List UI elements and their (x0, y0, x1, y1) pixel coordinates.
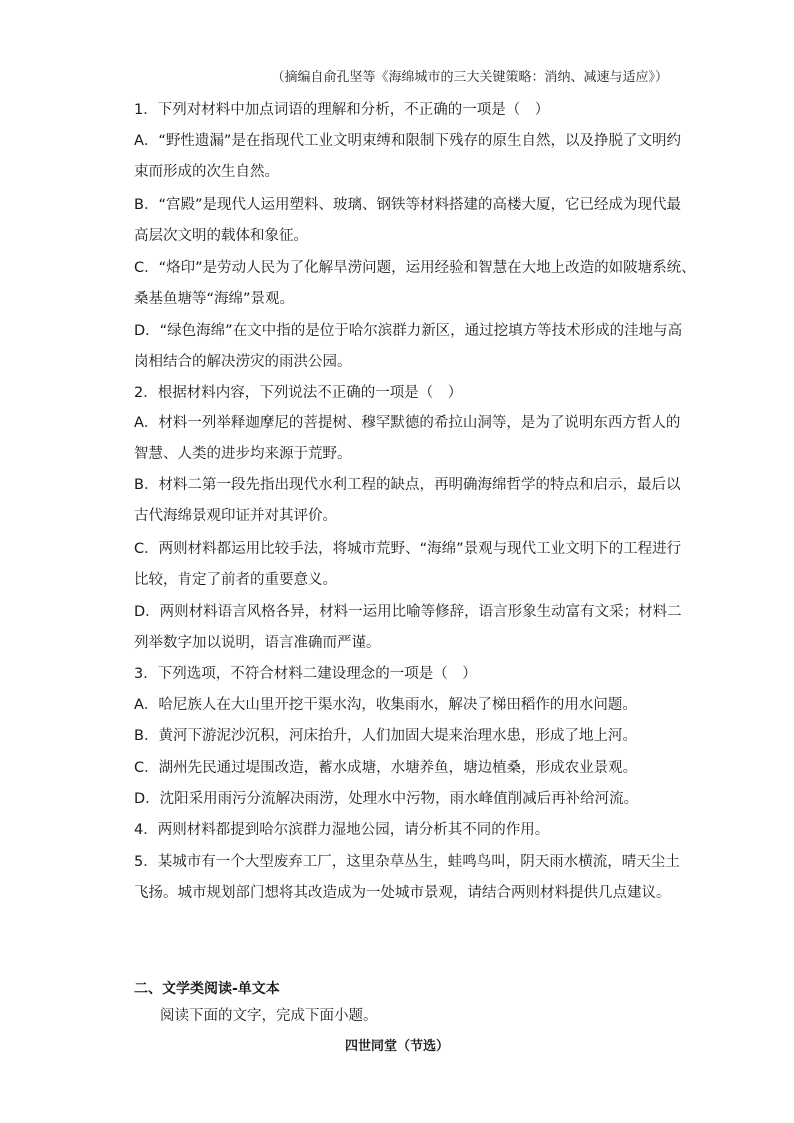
question-4-stem: 4．两则材料都提到哈尔滨群力湿地公园，请分析其不同的作用。 (134, 822, 550, 838)
reading-instruction: 阅读下面的文字，完成下面小题。 (160, 1008, 378, 1024)
question-3-stem: 3．下列选项，不符合材料二建设理念的一项是（ ） (134, 666, 477, 682)
question-3-option-a: A．哈尼族人在大山里开挖干渠水沟，收集雨水，解决了梯田稻作的用水问题。 (134, 697, 637, 713)
question-2-stem: 2．根据材料内容，下列说法不正确的一项是（ ） (134, 385, 463, 401)
question-1-option-d: D．“绿色海绵”在文中指的是位于哈尔滨群力新区，通过挖填方等技术形成的洼地与高 (134, 323, 683, 339)
question-2-option-b: B．材料二第一段先指出现代水利工程的缺点，再明确海绵哲学的特点和启示，最后以 (134, 477, 681, 493)
question-2-option-b-cont: 古代海绵景观印证并对其评价。 (134, 508, 337, 524)
question-2-option-c: C．两则材料都运用比较手法，将城市荒野、“海绵”景观与现代工业文明下的工程进行 (134, 541, 682, 557)
question-2-option-d: D．两则材料语言风格各异，材料一运用比喻等修辞，语言形象生动富有文采；材料二 (134, 604, 682, 620)
question-3-option-c: C．湖州先民通过堤围改造，蓄水成塘，水塘养鱼，塘边植桑，形成农业景观。 (134, 760, 638, 776)
question-1-option-d-cont: 岗相结合的解决涝灾的雨洪公园。 (134, 354, 352, 370)
question-2-option-c-cont: 比较，肯定了前者的重要意义。 (134, 572, 337, 588)
passage-title: 四世同堂（节选） (344, 1039, 449, 1054)
question-1-option-a: A．“野性遗漏”是在指现代工业文明束缚和限制下残存的原生自然，以及挣脱了文明约 (134, 133, 681, 149)
question-1-option-c: C．“烙印”是劳动人民为了化解旱涝问题，运用经验和智慧在大地上改造的如陂塘系统、 (134, 260, 696, 276)
question-3-option-d: D．沈阳采用雨污分流解决雨涝，处理水中污物，雨水峰值削减后再补给河流。 (134, 791, 639, 807)
question-1-stem: 1．下列对材料中加点词语的理解和分析，不正确的一项是（ ） (134, 102, 550, 118)
source-note: （摘编自俞孔坚等《海绵城市的三大关键策略：消纳、减速与适应》） (271, 70, 668, 85)
section-heading: 二、文学类阅读-单文本 (134, 981, 280, 997)
question-1-option-a-cont: 束而形成的次生自然。 (134, 164, 279, 180)
question-5-stem: 5．某城市有一个大型废弃工厂，这里杂草丛生，蛙鸣鸟叫，阴天雨水横流，晴天尘土 (134, 854, 680, 870)
question-3-option-b: B．黄河下游泥沙沉积，河床抬升，人们加固大堤来治理水患，形成了地上河。 (134, 728, 637, 744)
question-2-option-a-cont: 智慧、人类的进步均来源于荒野。 (134, 446, 352, 462)
question-1-option-c-cont: 桑基鱼塘等“海绵”景观。 (134, 291, 295, 307)
question-2-option-a: A．材料一列举释迦摩尼的菩提树、穆罕默德的希拉山洞等，是为了说明东西方哲人的 (134, 415, 681, 431)
question-1-option-b-cont: 高层次文明的载体和象征。 (134, 228, 308, 244)
question-1-option-b: B．“宫殿”是现代人运用塑料、玻璃、钢铁等材料搭建的高楼大厦，它已经成为现代最 (134, 197, 681, 213)
question-2-option-d-cont: 列举数字加以说明，语言准确而严谨。 (134, 635, 381, 651)
question-5-stem-cont: 飞扬。城市规划部门想将其改造成为一处城市景观，请结合两则材料提供几点建议。 (134, 885, 671, 901)
